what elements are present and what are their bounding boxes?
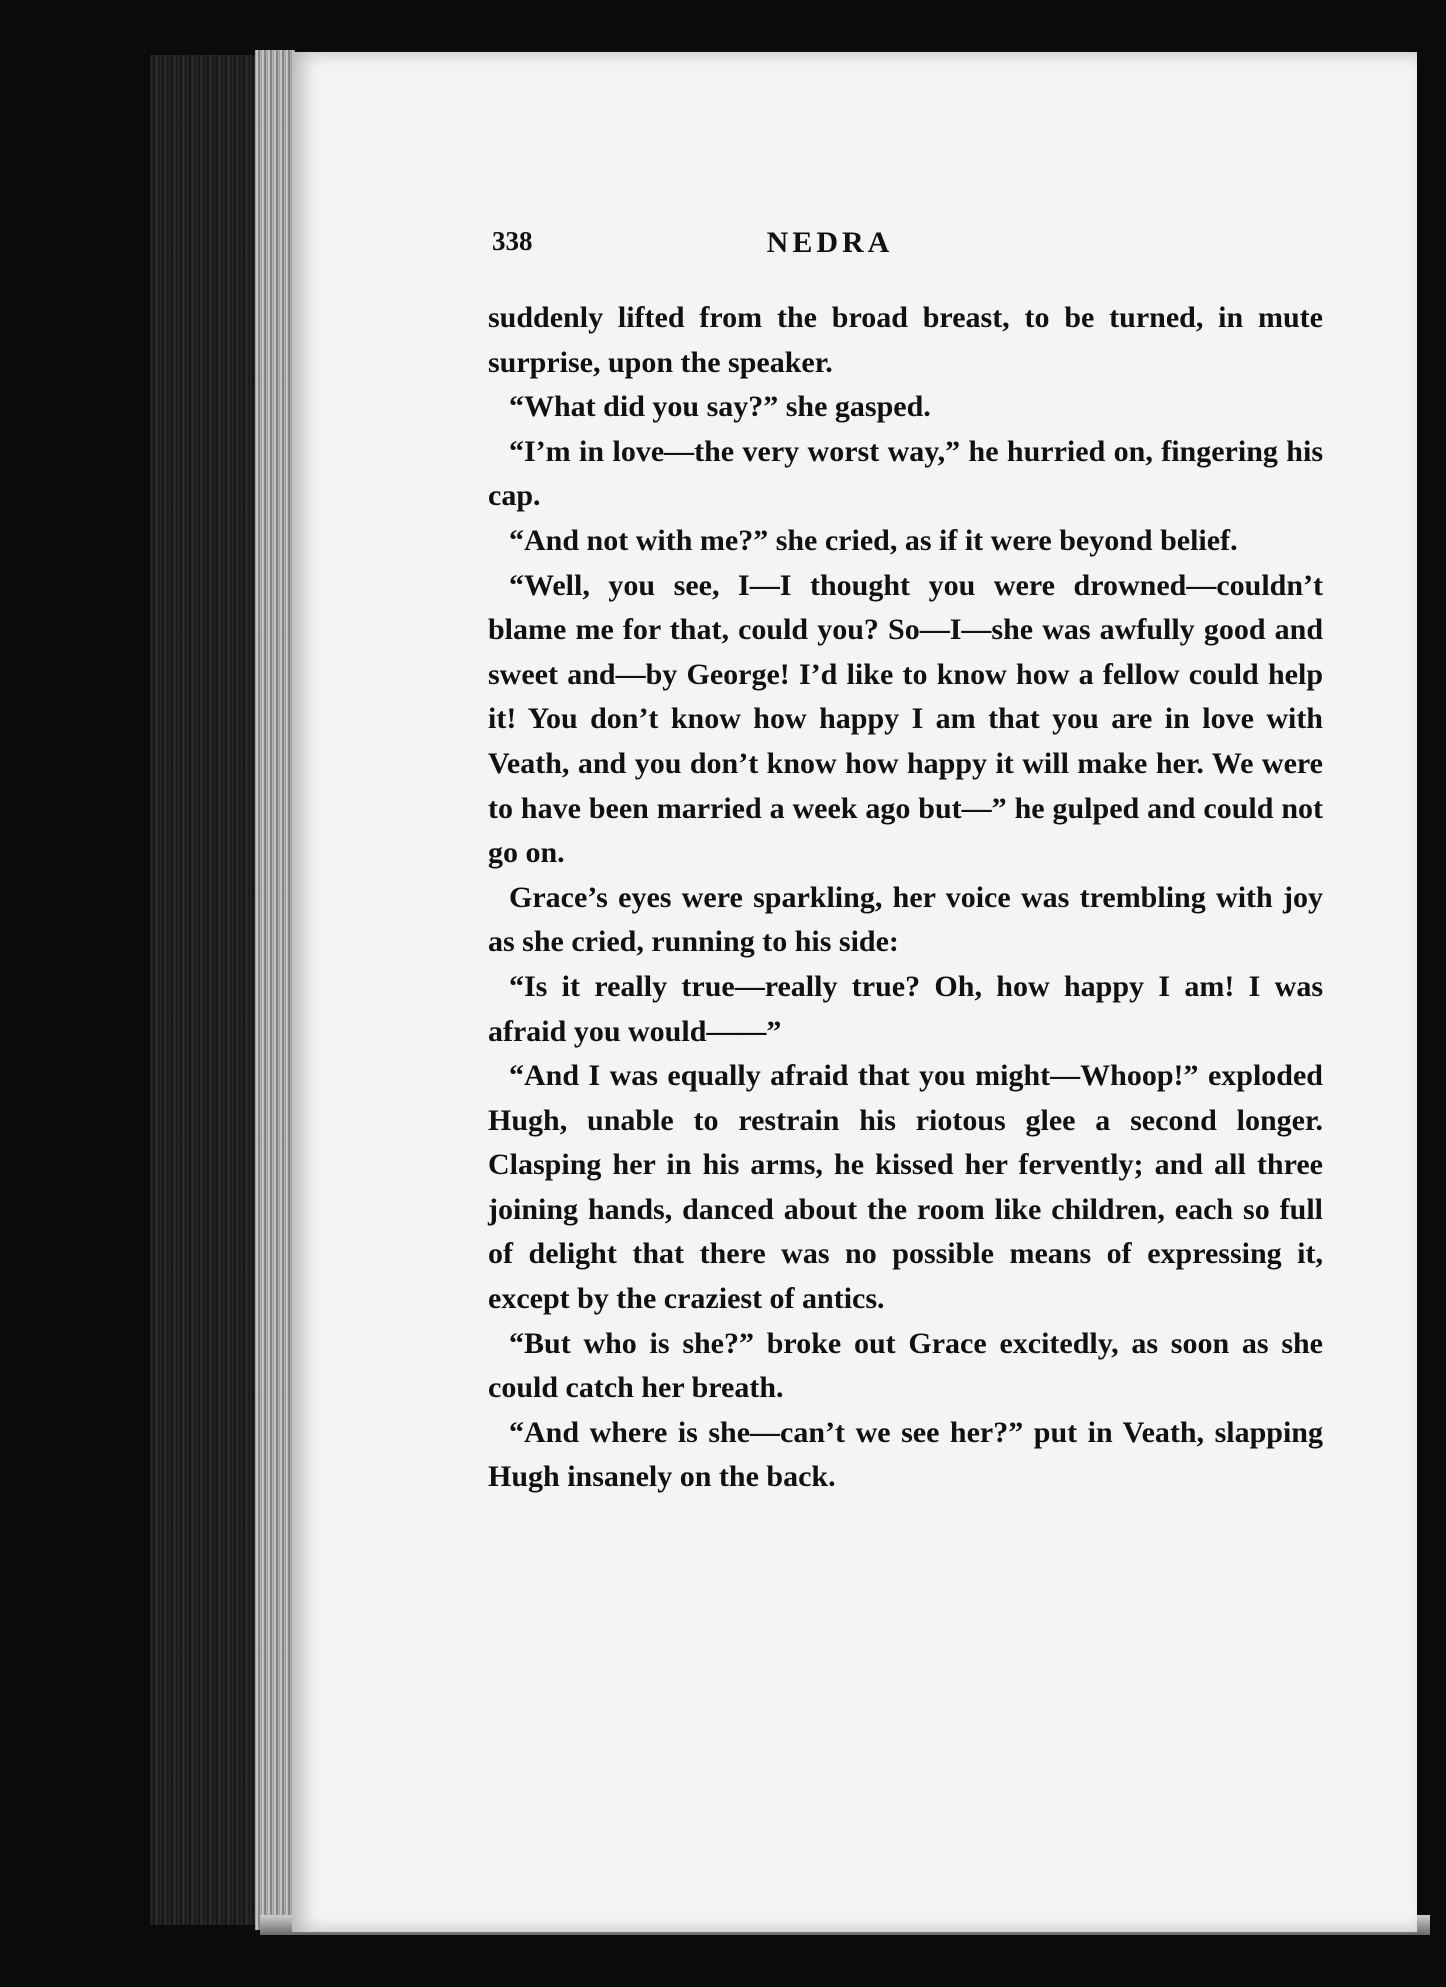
paragraph: “Well, you see, I—I thought you were drowned—couldn’t blame me for that, could you? So—I—she was awfully good and sweet and—by George! I’d like to know how a fellow could help it! You don’t know how happy I am that you are in love with Veath, and you don’t know how happy it will make her. We were to have been married a week ago but—” he gulped and could not go on. <box>488 568 1323 870</box>
paragraph: “I’m in love—the very worst way,” he hurried on, fingering his cap. <box>488 434 1323 513</box>
paragraph: “But who is she?” broke out Grace excitedly, as soon as she could catch her breath. <box>488 1326 1323 1405</box>
running-title: NEDRA <box>766 226 894 259</box>
page-header <box>492 226 992 266</box>
paragraph: “And not with me?” she cried, as if it were beyond belief. <box>509 523 1238 557</box>
paragraph: “And I was equally afraid that you might—Whoop!” exploded Hugh, unable to restrain his riotous glee a second longer. Clasping her in his arms, he kissed her fervently; and all three joining hands, danced about the room like children, each so full of delight that there was no possible means of expressing it, except by the craziest of antics. <box>488 1059 1323 1316</box>
book-page-stack <box>255 50 295 1930</box>
paragraph: “And where is she—can’t we see her?” put in Veath, slapping Hugh insanely on the back. <box>488 1415 1323 1494</box>
paragraph: suddenly lifted from the broad breast, to be turned, in mute surprise, upon the speaker. <box>488 301 1323 379</box>
page-body-text <box>488 296 1323 1500</box>
paragraph: “What did you say?” she gasped. <box>509 390 931 424</box>
page-number: 338 <box>492 226 533 256</box>
paragraph: Grace’s eyes were sparkling, her voice was trembling with joy as she cried, running to his side: <box>488 880 1323 959</box>
paragraph: “Is it really true—really true? Oh, how happy I am! I was afraid you would——” <box>488 969 1323 1048</box>
